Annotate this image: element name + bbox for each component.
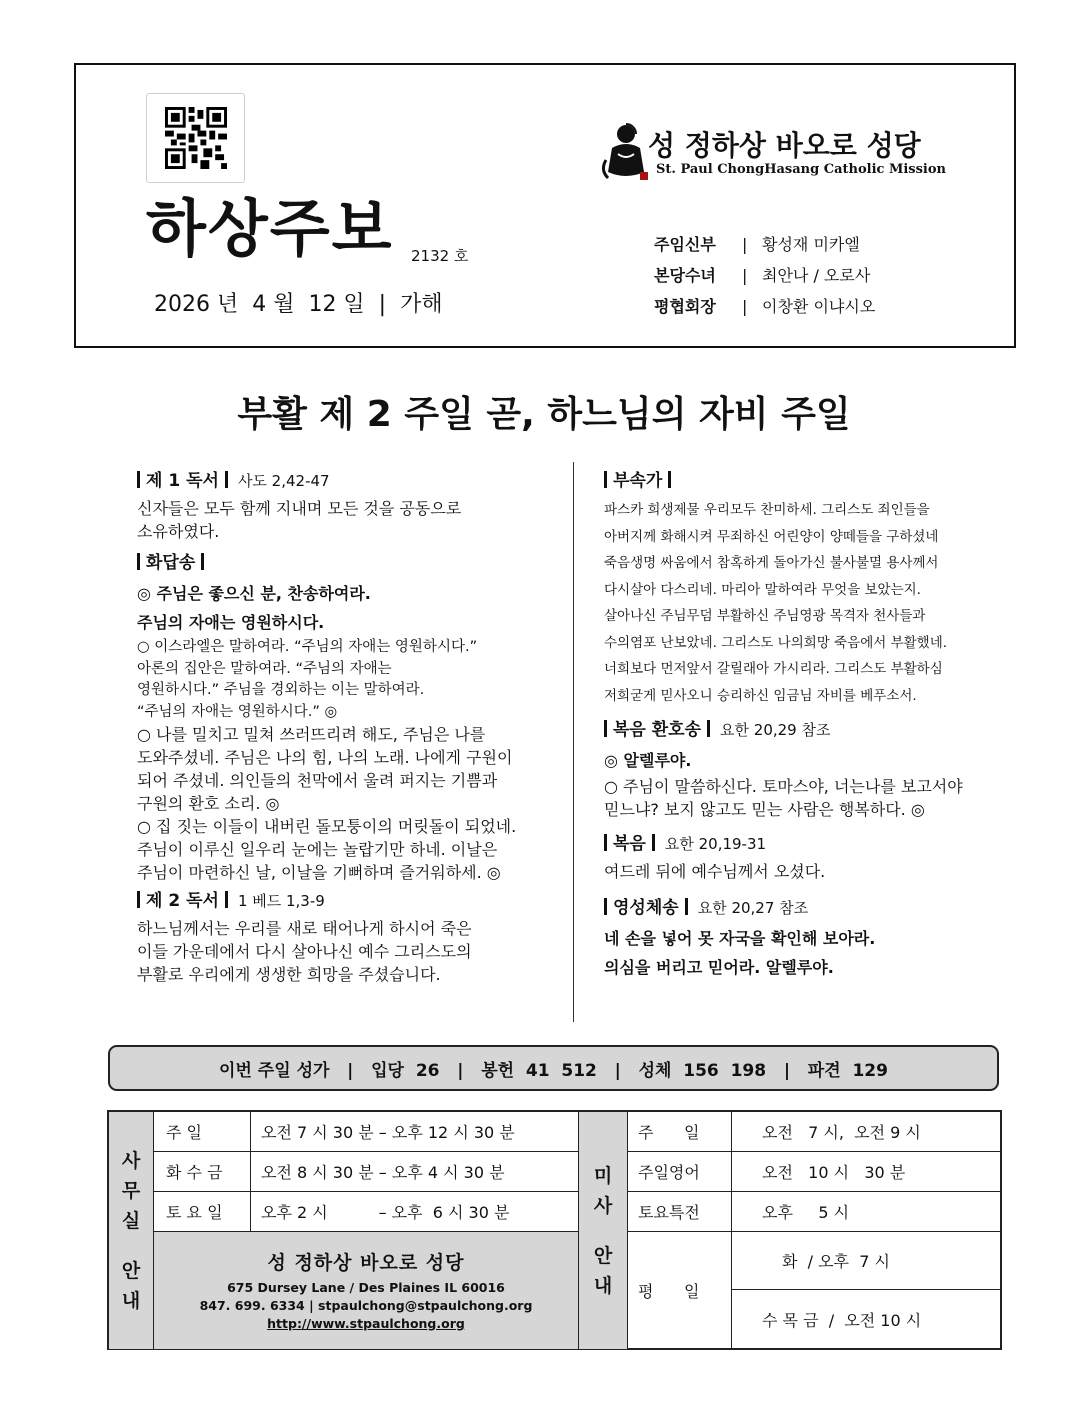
acclamation-refrain: ◎ 알렐루야. bbox=[604, 751, 692, 770]
scripture-reference: 요한 20,29 참조 bbox=[720, 721, 831, 739]
label-char: 내 bbox=[593, 1274, 613, 1297]
staff-role: 본당수녀 bbox=[654, 266, 716, 285]
text-line: 저희굳게 믿사오니 승리하신 임금님 자비를 베푸소서. bbox=[604, 687, 917, 704]
text-line: ◎ 주님은 좋으신 분, 찬송하여라. bbox=[137, 584, 371, 603]
psalm-verses bbox=[137, 637, 567, 723]
heading-label: 제 2 독서 bbox=[146, 891, 219, 911]
text-line: “주님의 자애는 영원하시다.” ◎ bbox=[137, 703, 338, 720]
contact-info: 847. 699. 6334 | stpaulchong@stpaulchong.org bbox=[199, 1298, 533, 1313]
section-heading-acclamation bbox=[604, 719, 1024, 742]
hymn-numbers-bar: 이번 주일 성가 | 입당 26 | 봉헌 41 512 | 성체 156 198 | 파견 129 bbox=[108, 1045, 999, 1091]
divider bbox=[137, 891, 140, 908]
text-line: 아버지께 화해시켜 무죄하신 어린양이 양떼들을 구하셨네 bbox=[604, 528, 939, 545]
office-hours: 오후 2 시 – 오후 6 시 30 분 bbox=[251, 1192, 579, 1232]
text-line: ○ 이스라엘은 말하여라. “주님의 자애는 영원하시다.” bbox=[137, 639, 478, 655]
staff-list bbox=[654, 229, 875, 322]
masthead bbox=[74, 63, 1016, 348]
label-char: 안 bbox=[593, 1244, 613, 1267]
mass-time: 오전 7 시, 오전 9 시 bbox=[732, 1112, 1002, 1152]
sunday-title: 부활 제 2 주일 곧, 하느님의 자비 주일 bbox=[237, 394, 851, 435]
divider: | bbox=[742, 235, 748, 254]
text-line: 죽음생명 싸움에서 참혹하게 돌아가신 불사불멸 용사께서 bbox=[604, 555, 939, 571]
divider: | bbox=[742, 266, 748, 285]
label-char: 미 bbox=[593, 1164, 613, 1187]
text-line: ○ 집 짓는 이들이 내버린 돌모퉁이의 머릿돌이 되었네. bbox=[137, 817, 517, 836]
text-line: 영원하시다.” 주님을 경외하는 이는 말하여라. bbox=[137, 682, 425, 698]
section-heading-sequence bbox=[604, 470, 1024, 493]
text-line: ○ 나를 밀치고 밀쳐 쓰러뜨리려 해도, 주님은 나를 bbox=[137, 725, 486, 744]
divider bbox=[604, 898, 607, 915]
communion-text bbox=[604, 924, 1024, 982]
section-heading-reading2 bbox=[137, 890, 567, 913]
text-line: 수의염포 난보았네. 그리스도 나의희망 죽음에서 부활했네. bbox=[604, 634, 948, 651]
schedule-table bbox=[107, 1110, 1002, 1350]
text-line: 도와주셨네. 주님은 나의 힘, 나의 노래. 나에게 구원이 bbox=[137, 748, 513, 767]
text-line: 네 손을 넣어 못 자국을 확인해 보아라. bbox=[604, 929, 876, 948]
staff-name: 최안나 / 오로사 bbox=[762, 266, 871, 285]
heading-label: 제 1 독서 bbox=[146, 471, 219, 491]
staff-name: 황성재 미카엘 bbox=[762, 235, 860, 254]
text-line: 살아나신 주님무덤 부활하신 주님영광 목격자 천사들과 bbox=[604, 608, 926, 624]
scripture-reference: 요한 20,19-31 bbox=[664, 835, 767, 853]
scripture-reference: 사도 2,42-47 bbox=[237, 472, 330, 490]
label-char: 사 bbox=[593, 1194, 613, 1217]
sequence-text bbox=[604, 497, 1024, 709]
divider bbox=[604, 834, 607, 851]
text-line: 주님이 마련하신 날, 이날을 기뻐하며 즐거워하세. ◎ bbox=[137, 863, 501, 882]
mass-day: 주 일 bbox=[628, 1112, 732, 1152]
text-line: 되어 주셨네. 의인들의 천막에서 울려 퍼지는 기쁨과 bbox=[137, 771, 498, 790]
text-line: 파스카 희생제물 우리모두 찬미하세. 그리스도 죄인들을 bbox=[604, 502, 930, 518]
label-char: 내 bbox=[121, 1289, 141, 1312]
divider bbox=[137, 471, 140, 488]
text-line: 이들 가운데에서 다시 살아나신 예수 그리스도의 bbox=[137, 942, 472, 961]
heading-label: 복음 환호송 bbox=[613, 720, 702, 740]
divider bbox=[137, 553, 140, 570]
heading-label: 부속가 bbox=[613, 471, 663, 491]
text-line: 부활로 우리에게 생생한 희망을 주셨습니다. bbox=[137, 965, 441, 984]
readings-column-left bbox=[137, 464, 567, 986]
text-line: 아론의 집안은 말하여라. “주님의 자애는 bbox=[137, 660, 392, 677]
divider: | bbox=[742, 297, 748, 316]
weekday-mass-time: 화 / 오후 7 시 bbox=[732, 1232, 1002, 1290]
text-line: 소유하였다. bbox=[137, 522, 220, 541]
parish-name-english: St. Paul ChongHasang Catholic Mission bbox=[656, 162, 946, 177]
readings-column-right bbox=[604, 464, 1024, 982]
parish-name: 성 정하상 바오로 성당 bbox=[267, 1252, 465, 1274]
divider bbox=[225, 471, 228, 488]
office-day: 주 일 bbox=[154, 1112, 251, 1152]
mass-day: 주일영어 bbox=[628, 1152, 732, 1192]
label-char: 사 bbox=[121, 1149, 141, 1172]
staff-row bbox=[654, 229, 875, 260]
psalm-verses bbox=[137, 723, 567, 884]
section-heading-communion bbox=[604, 897, 1024, 920]
text-line: 하느님께서는 우리를 새로 태어나게 하시어 죽은 bbox=[137, 919, 472, 938]
reading-text bbox=[137, 497, 567, 543]
office-hours: 오전 8 시 30 분 – 오후 4 시 30 분 bbox=[251, 1152, 579, 1192]
office-hours: 오전 7 시 30 분 – 오후 12 시 30 분 bbox=[251, 1112, 579, 1152]
divider bbox=[652, 834, 655, 851]
text-line: 의심을 버리고 믿어라. 알렐루야. bbox=[604, 958, 834, 977]
divider bbox=[685, 898, 688, 915]
qr-code[interactable] bbox=[146, 93, 245, 183]
scripture-reference: 요한 20,27 참조 bbox=[697, 899, 809, 917]
staff-role: 주임신부 bbox=[654, 235, 716, 254]
label-char: 무 bbox=[121, 1179, 141, 1202]
staff-row bbox=[654, 260, 875, 291]
reading-text bbox=[137, 917, 567, 986]
parish-logo bbox=[596, 120, 976, 185]
column-divider bbox=[573, 462, 574, 1022]
office-section-label bbox=[109, 1112, 154, 1350]
text-line: ○ 주님이 말씀하신다. 토마스야, 너는나를 보고서야 bbox=[604, 777, 963, 796]
weekday-mass-time: 수 목 금 / 오전 10 시 bbox=[732, 1290, 1002, 1350]
label-char: 안 bbox=[121, 1259, 141, 1282]
issue-number: 2132 호 bbox=[411, 247, 469, 265]
gospel-text: 여드레 뒤에 예수님께서 오셨다. bbox=[604, 862, 826, 881]
date-line: 2026 년 4 월 12 일 | 가해 bbox=[154, 292, 443, 317]
bulletin-title: 하상주보 bbox=[146, 192, 394, 265]
mass-section-label bbox=[579, 1112, 628, 1350]
weekday-mass-label: 평 일 bbox=[628, 1232, 732, 1350]
text-line: 너희보다 먼저앞서 갈릴래아 가시리라. 그리스도 부활하심 bbox=[604, 661, 943, 677]
mass-time: 오후 5 시 bbox=[732, 1192, 1002, 1232]
office-day: 토 요 일 bbox=[154, 1192, 251, 1232]
acclamation-text bbox=[604, 775, 1024, 821]
staff-name: 이창환 이냐시오 bbox=[762, 297, 876, 316]
text-line: 신자들은 모두 함께 지내며 모든 것을 공동으로 bbox=[137, 499, 462, 518]
heading-label: 복음 bbox=[613, 834, 646, 854]
divider bbox=[707, 720, 710, 737]
mass-day: 토요특전 bbox=[628, 1192, 732, 1232]
scripture-reference: 1 베드 1,3-9 bbox=[237, 892, 325, 910]
street-address: 675 Dursey Lane / Des Plaines IL 60016 bbox=[227, 1280, 505, 1295]
mass-time: 오전 10 시 30 분 bbox=[732, 1152, 1002, 1192]
office-day: 화 수 금 bbox=[154, 1152, 251, 1192]
staff-role: 평협회장 bbox=[654, 297, 716, 316]
heading-label: 영성체송 bbox=[613, 898, 679, 918]
qr-code-icon bbox=[165, 107, 227, 169]
divider bbox=[668, 471, 671, 488]
divider bbox=[604, 720, 607, 737]
website-link[interactable]: http://www.stpaulchong.org bbox=[267, 1316, 465, 1331]
label-char: 실 bbox=[121, 1209, 141, 1232]
section-heading-reading1 bbox=[137, 470, 567, 493]
psalm-refrain bbox=[137, 579, 567, 637]
staff-row bbox=[654, 291, 875, 322]
parish-address-block bbox=[154, 1232, 579, 1350]
divider bbox=[201, 553, 204, 570]
divider bbox=[225, 891, 228, 908]
text-line: 주님의 자애는 영원하시다. bbox=[137, 613, 325, 632]
divider bbox=[604, 471, 607, 488]
heading-label: 화답송 bbox=[146, 553, 196, 573]
text-line: 다시살아 다스리네. 마리아 말하여라 무엇을 보았는지. bbox=[604, 581, 921, 598]
section-heading-psalm bbox=[137, 552, 567, 575]
text-line: 주님이 이루신 일우리 눈에는 놀랍기만 하네. 이날은 bbox=[137, 840, 498, 859]
text-line: 믿느냐? 보지 않고도 믿는 사람은 행복하다. ◎ bbox=[604, 800, 925, 819]
saint-portrait-icon bbox=[596, 120, 656, 185]
section-heading-gospel bbox=[604, 833, 1024, 856]
text-line: 구원의 환호 소리. ◎ bbox=[137, 794, 280, 813]
parish-name-korean: 성 정하상 바오로 성당 bbox=[648, 129, 921, 162]
